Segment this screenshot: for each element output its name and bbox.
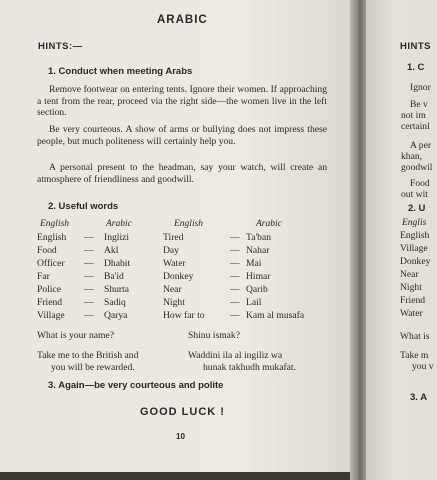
word-dash: — xyxy=(84,284,94,295)
word-dash: — xyxy=(230,310,240,321)
right-line: 1. C xyxy=(407,62,425,73)
good-luck-closing: GOOD LUCK ! xyxy=(140,406,225,418)
word-ar: Mai xyxy=(246,258,262,269)
phrase-name-arabic: Shinu ismak? xyxy=(188,330,240,341)
right-line: What is xyxy=(400,331,430,342)
right-line: you v xyxy=(412,361,434,372)
right-line: khan, xyxy=(401,151,423,162)
phrase-british-english-2: you will be rewarded. xyxy=(51,362,135,373)
right-line: Night xyxy=(400,282,422,293)
phrase-name-english: What is your name? xyxy=(37,330,114,341)
word-dash: — xyxy=(230,297,240,308)
right-line: A per xyxy=(410,140,432,151)
right-line: Be v xyxy=(410,99,428,110)
right-line: out wit xyxy=(401,189,428,200)
word-en: English xyxy=(37,232,67,243)
word-en: Near xyxy=(163,284,182,295)
word-ar: Shurta xyxy=(104,284,130,295)
right-line: Village xyxy=(400,243,428,254)
word-dash: — xyxy=(84,232,94,243)
word-ar: Qarib xyxy=(246,284,268,295)
column-header-english: English xyxy=(40,219,70,229)
right-line: goodwil xyxy=(401,162,433,173)
paragraph-footwear: Remove footwear on entering tents. Ignore their women. If approaching a tent from the rear, proceed via the right side—the women live in the left section. xyxy=(37,84,327,118)
word-ar: Ba'id xyxy=(104,271,124,282)
word-ar: Sadiq xyxy=(104,297,126,308)
word-en: Water xyxy=(163,258,186,269)
column-header-arabic-2: Arabic xyxy=(256,219,282,229)
paragraph-courteous: Be very courteous. A show of arms or bullying does not impress these people, but much politeness will certainly help you. xyxy=(37,124,327,147)
page-number: 10 xyxy=(176,432,185,441)
column-header-arabic: Arabic xyxy=(106,219,132,229)
hints-label: HINTS:— xyxy=(38,41,83,52)
word-dash: — xyxy=(84,310,94,321)
word-dash: — xyxy=(84,271,94,282)
right-page xyxy=(366,0,437,480)
right-line: Friend xyxy=(400,295,426,306)
right-line: 2. U xyxy=(408,203,426,214)
word-en: Night xyxy=(163,297,185,308)
word-en: How far to xyxy=(163,310,205,321)
right-line: Englis xyxy=(402,218,427,228)
word-ar: Himar xyxy=(246,271,271,282)
phrase-british-english-1: Take me to the British and xyxy=(37,350,139,361)
word-dash: — xyxy=(84,245,94,256)
right-line: 3. A xyxy=(410,392,428,403)
word-ar: Kam al musafa xyxy=(246,310,305,321)
word-en: Far xyxy=(37,271,50,282)
right-line: English xyxy=(400,230,430,241)
section3-heading: 3. Again—be very courteous and polite xyxy=(48,380,224,391)
word-dash: — xyxy=(230,245,240,256)
word-en: Food xyxy=(37,245,57,256)
word-en: Tired xyxy=(163,232,184,243)
word-en: Officer xyxy=(37,258,65,269)
right-line: Donkey xyxy=(400,256,431,267)
word-en: Day xyxy=(163,245,179,256)
right-line: Water xyxy=(400,308,423,319)
right-line: not im xyxy=(401,110,426,121)
word-dash: — xyxy=(84,258,94,269)
word-ar: Nahar xyxy=(246,245,270,256)
word-ar: Ta'ban xyxy=(246,232,272,243)
phrase-british-arabic-2: hunak takhudh mukafat. xyxy=(203,362,296,373)
right-line: Take m xyxy=(400,350,429,361)
word-dash: — xyxy=(230,232,240,243)
word-en: Police xyxy=(37,284,61,295)
word-en: Donkey xyxy=(163,271,194,282)
right-line: Ignor xyxy=(410,82,431,93)
word-ar: Dhabit xyxy=(104,258,131,269)
word-dash: — xyxy=(230,258,240,269)
right-hints-label: HINTS xyxy=(400,41,431,52)
word-dash: — xyxy=(230,284,240,295)
paragraph-present: A personal present to the headman, say your watch, will create an atmosphere of friendliness and goodwill. xyxy=(37,162,327,185)
section1-heading: 1. Conduct when meeting Arabs xyxy=(48,66,193,77)
section2-heading: 2. Useful words xyxy=(48,201,119,212)
right-line: Near xyxy=(400,269,419,280)
word-dash: — xyxy=(230,271,240,282)
word-en: Village xyxy=(37,310,65,321)
column-header-english-2: English xyxy=(174,219,204,229)
right-line: Food xyxy=(410,178,430,189)
right-line: certainl xyxy=(401,121,430,132)
word-ar: Lail xyxy=(246,297,262,308)
word-ar: Akl xyxy=(104,245,119,256)
page-title: ARABIC xyxy=(157,14,208,26)
word-ar: Qarya xyxy=(104,310,128,321)
word-dash: — xyxy=(84,297,94,308)
phrase-british-arabic-1: Waddini ila al ingiliz wa xyxy=(188,350,283,361)
word-en: Friend xyxy=(37,297,63,308)
word-ar: Inglizi xyxy=(104,232,130,243)
